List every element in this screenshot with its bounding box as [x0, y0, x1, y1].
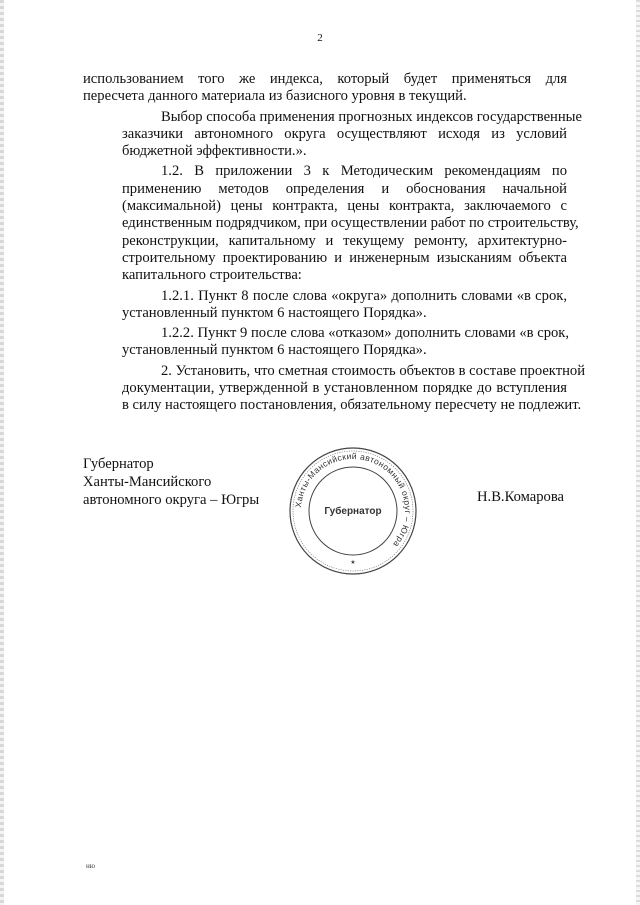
- seal-star-icon: ★: [350, 559, 356, 566]
- text-line: заказчики автономного округа осуществляют исходя из условий: [122, 125, 567, 142]
- text-line: документации, утвержденной в установленном порядке до вступления: [122, 380, 567, 397]
- page-number: 2: [317, 32, 323, 44]
- document-body: [83, 71, 586, 418]
- text-line: строительному проектированию и инженерным изысканиям объекта: [122, 249, 567, 266]
- text-line: 1.2. В приложении 3 к Методическим рекомендациям по: [161, 163, 567, 180]
- text-line: Выбор способа применения прогнозных индексов государственные: [161, 108, 582, 125]
- signatory-position-line: автономного округа – Югры: [83, 492, 260, 508]
- signatory-position: [83, 455, 259, 509]
- seal-ring-text: Ханты-Мансийский автономный округ – Югра: [293, 450, 414, 550]
- text-line: в силу настоящего постановления, обязательному пересчету не подлежит.: [122, 397, 582, 414]
- paragraph: [83, 71, 567, 106]
- text-line: реконструкции, капитальному и текущему ремонту, архитектурно-: [122, 232, 567, 249]
- text-line: установленный пунктом 6 настоящего Порядка».: [122, 304, 427, 321]
- text-line: применению методов определения и обоснования начальной: [122, 180, 567, 197]
- footer-code: ню: [86, 862, 95, 870]
- text-line: бюджетной эффективности.».: [122, 143, 307, 160]
- text-line: (максимальной) цены контракта, цены контракта, заключаемого с: [122, 198, 567, 215]
- scan-edge-right: [636, 0, 640, 905]
- text-line: установленный пунктом 6 настоящего Порядка».: [122, 342, 427, 359]
- signatory-position-line: Губернатор: [83, 456, 154, 472]
- official-seal: [283, 446, 423, 576]
- text-line: единственным подрядчиком, при осуществлении работ по строительству,: [122, 215, 579, 232]
- paragraph: [83, 288, 567, 323]
- paragraph: [83, 108, 582, 161]
- scan-edge-left: [0, 0, 4, 905]
- text-line: 2. Установить, что сметная стоимость объектов в составе проектной: [161, 362, 586, 379]
- svg-text:Ханты-Мансийский автономный ок: [293, 451, 413, 549]
- text-line: капитального строительства:: [122, 267, 302, 284]
- text-line: использованием того же индекса, который будет применяться для: [83, 71, 567, 87]
- text-line: 1.2.2. Пункт 9 после слова «отказом» дополнить словами «в срок,: [161, 325, 570, 342]
- paragraph: [83, 362, 586, 415]
- seal-center-text: Губернатор: [324, 506, 382, 517]
- paragraph: [83, 325, 570, 360]
- signatory-position-line: Ханты-Мансийского: [83, 474, 212, 490]
- text-line: 1.2.1. Пункт 8 после слова «округа» дополнить словами «в срок,: [161, 287, 567, 304]
- paragraph: [83, 163, 579, 284]
- signatory-name: Н.В.Комарова: [477, 489, 564, 505]
- text-line: пересчета данного материала из базисного уровня в текущий.: [83, 88, 467, 105]
